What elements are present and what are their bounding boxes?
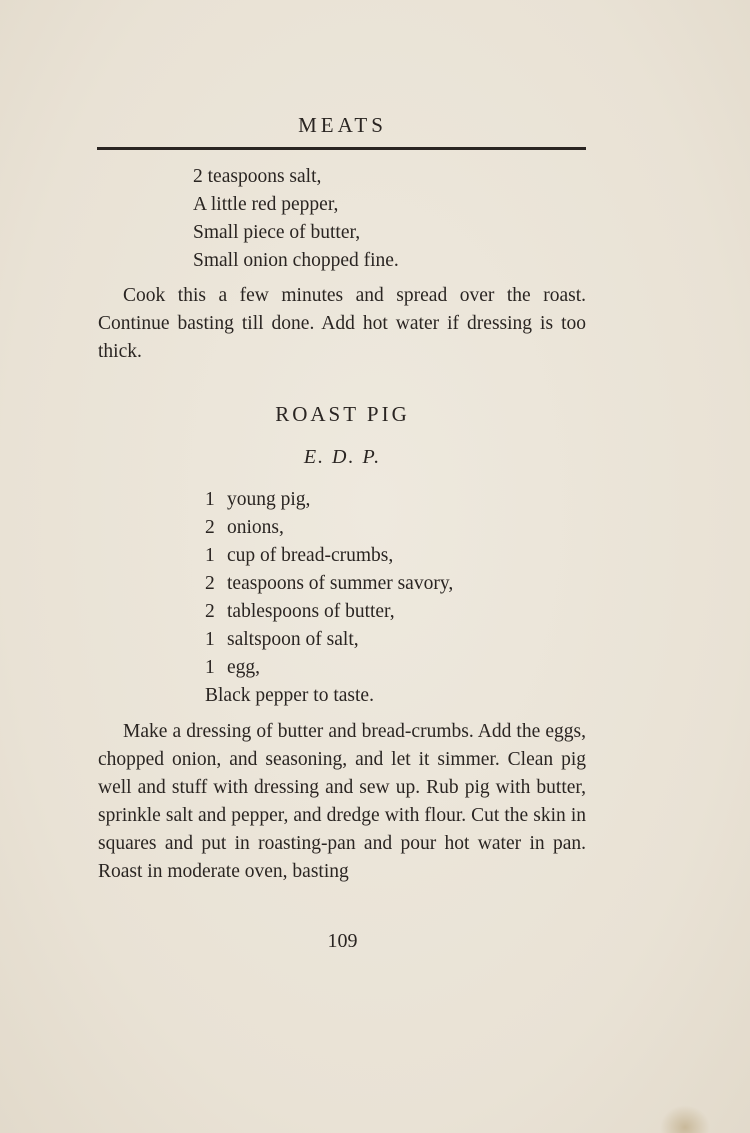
ingredient-row <box>205 514 453 542</box>
ingredient-text: young pig, <box>227 489 311 510</box>
instructions-paragraph: Cook this a few minutes and spread over the roast. Continue basting till done. Add hot water if dressing is too thick. <box>98 285 586 362</box>
ingredient-row <box>205 570 453 598</box>
ingredient-text: teaspoons of summer savory, <box>227 573 454 594</box>
ingredient-row <box>205 654 453 682</box>
paper-stain <box>660 1105 710 1133</box>
ingredient-quantity: 1 <box>205 629 215 650</box>
ingredient-quantity: 2 <box>205 601 215 622</box>
recipe-author: E. D. P. <box>303 446 382 468</box>
ingredient-row <box>205 626 453 654</box>
ingredient-row <box>205 598 453 626</box>
ingredient-row <box>205 486 453 514</box>
ingredient-text: Black pepper to taste. <box>205 685 374 706</box>
ingredient-text: saltspoon of salt, <box>227 629 359 650</box>
ingredient-quantity: 1 <box>205 489 215 510</box>
method-paragraph: Make a dressing of butter and bread-crumbs. Add the eggs, chopped onion, and seasoning, and let it simmer. Clean pig well and stuff with dressing and sew up. Rub pig with butter, sprinkle salt and pepper, and dredge with flour. Cut the skin in squares and put in roasting-pan and pour hot water in pan. Roast in moderate oven, basting <box>98 721 586 882</box>
list-item: Small piece of butter, <box>193 222 361 243</box>
ingredient-text: egg, <box>227 657 261 678</box>
running-header: MEATS <box>298 113 387 137</box>
ingredient-list-continued <box>193 163 399 275</box>
ingredient-text: cup of bread-crumbs, <box>227 545 394 566</box>
ingredient-quantity: 2 <box>205 573 215 594</box>
list-item: Small onion chopped fine. <box>193 250 399 271</box>
page-number: 109 <box>327 930 358 952</box>
list-item: 2 teaspoons salt, <box>193 166 322 187</box>
recipe-title: ROAST PIG <box>275 402 410 426</box>
ingredient-quantity: 2 <box>205 517 215 538</box>
header-rule <box>97 147 586 150</box>
ingredient-text: onions, <box>227 517 284 538</box>
ingredient-row <box>205 682 453 710</box>
list-item: A little red pepper, <box>193 194 339 215</box>
ingredient-list <box>205 486 453 710</box>
ingredient-quantity: 1 <box>205 657 215 678</box>
ingredient-row <box>205 542 453 570</box>
ingredient-text: tablespoons of butter, <box>227 601 395 622</box>
ingredient-quantity: 1 <box>205 545 215 566</box>
